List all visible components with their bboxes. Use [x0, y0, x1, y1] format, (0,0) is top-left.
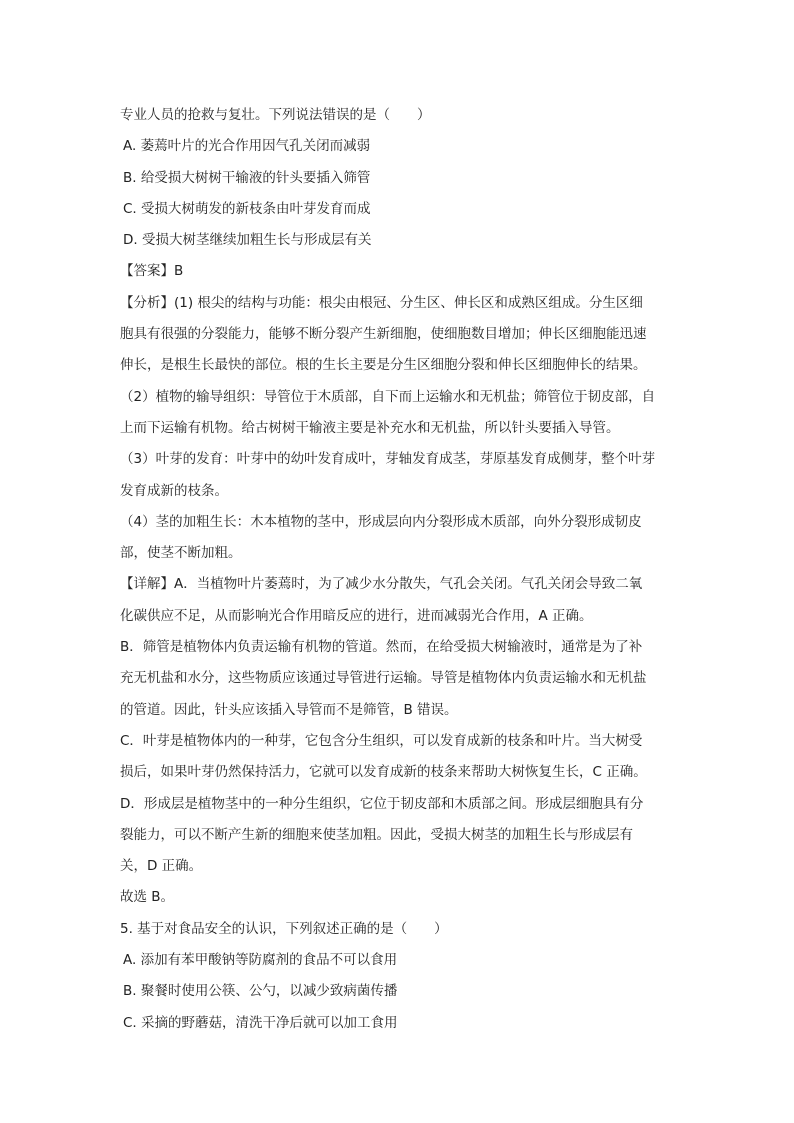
- explanation-line: B．筛管是植物体内负责运输有机物的管道。然而，在给受损大树输液时，通常是为了补: [120, 639, 643, 656]
- question-5-option-a: A. 添加有苯甲酸钠等防腐剂的食品不可以食用: [123, 952, 398, 969]
- answer-line: 【答案】B: [120, 263, 184, 280]
- explanation-line: 【详解】A．当植物叶片萎蔫时，为了减少水分散失，气孔会关闭。气孔关闭会导致二氧: [120, 576, 643, 593]
- explanation-line: D．形成层是植物茎中的一种分生组织，它位于韧皮部和木质部之间。形成层细胞具有分: [120, 795, 644, 812]
- option-b: B. 给受损大树树干输液的针头要插入筛管: [123, 169, 371, 186]
- analysis-line: 【分析】(1) 根尖的结构与功能：根尖由根冠、分生区、伸长区和成熟区组成。分生区细: [120, 294, 643, 311]
- explanation-line: C．叶芽是植物体内的一种芽，它包含分生组织，可以发育成新的枝条和叶片。当大树受: [120, 732, 643, 749]
- question-stem-continuation: 专业人员的抢救与复壮。下列说法错误的是（ ）: [120, 107, 431, 123]
- explanation-line: 充无机盐和水分，这些物质应该通过导管进行运输。导管是植物体内负责运输水和无机盐: [120, 670, 647, 687]
- conclusion-line: 故选 B。: [120, 889, 175, 906]
- option-c: C. 受损大树萌发的新枝条由叶芽发育而成: [123, 200, 371, 217]
- explanation-line: 化碳供应不足，从而影响光合作用暗反应的进行，进而减弱光合作用，A 正确。: [120, 607, 593, 624]
- analysis-line: 发育成新的枝条。: [120, 482, 228, 499]
- analysis-line: 胞具有很强的分裂能力，能够不断分裂产生新细胞，使细胞数目增加；伸长区细胞能迅速: [120, 326, 647, 343]
- analysis-line: （2）植物的输导组织：导管位于木质部，自下而上运输水和无机盐；筛管位于韧皮部，自: [120, 388, 656, 405]
- analysis-line: 伸长，是根生长最快的部位。根的生长主要是分生区细胞分裂和伸长区细胞伸长的结果。: [120, 357, 647, 374]
- option-a: A. 萎蔫叶片的光合作用因气孔关闭而减弱: [123, 138, 371, 155]
- question-5-stem: 5. 基于对食品安全的认识，下列叙述正确的是（ ）: [120, 920, 448, 937]
- option-d: D. 受损大树茎继续加粗生长与形成层有关: [123, 232, 372, 249]
- question-5-option-b: B. 聚餐时使用公筷、公勺，以减少致病菌传播: [123, 983, 398, 1000]
- explanation-line: 的管道。因此，针头应该插入导管而不是筛管，B 错误。: [120, 701, 458, 718]
- analysis-line: 上而下运输有机物。给古树树干输液主要是补充水和无机盐，所以针头要插入导管。: [120, 419, 620, 436]
- document-body: [120, 100, 680, 1039]
- explanation-line: 裂能力，可以不断产生新的细胞来使茎加粗。因此，受损大树茎的加粗生长与形成层有: [120, 826, 633, 843]
- question-5-option-c: C. 采摘的野蘑菇，清洗干净后就可以加工食用: [123, 1014, 398, 1031]
- analysis-line: 部，使茎不断加粗。: [120, 545, 242, 562]
- analysis-line: （4）茎的加粗生长：木本植物的茎中，形成层向内分裂形成木质部，向外分裂形成韧皮: [120, 513, 642, 530]
- explanation-line: 损后，如果叶芽仍然保持活力，它就可以发育成新的枝条来帮助大树恢复生长，C 正确。: [120, 764, 647, 781]
- explanation-line: 关，D 正确。: [120, 858, 203, 875]
- analysis-line: （3）叶芽的发育：叶芽中的幼叶发育成叶，芽轴发育成茎，芽原基发育成侧芽，整个叶芽: [120, 451, 656, 468]
